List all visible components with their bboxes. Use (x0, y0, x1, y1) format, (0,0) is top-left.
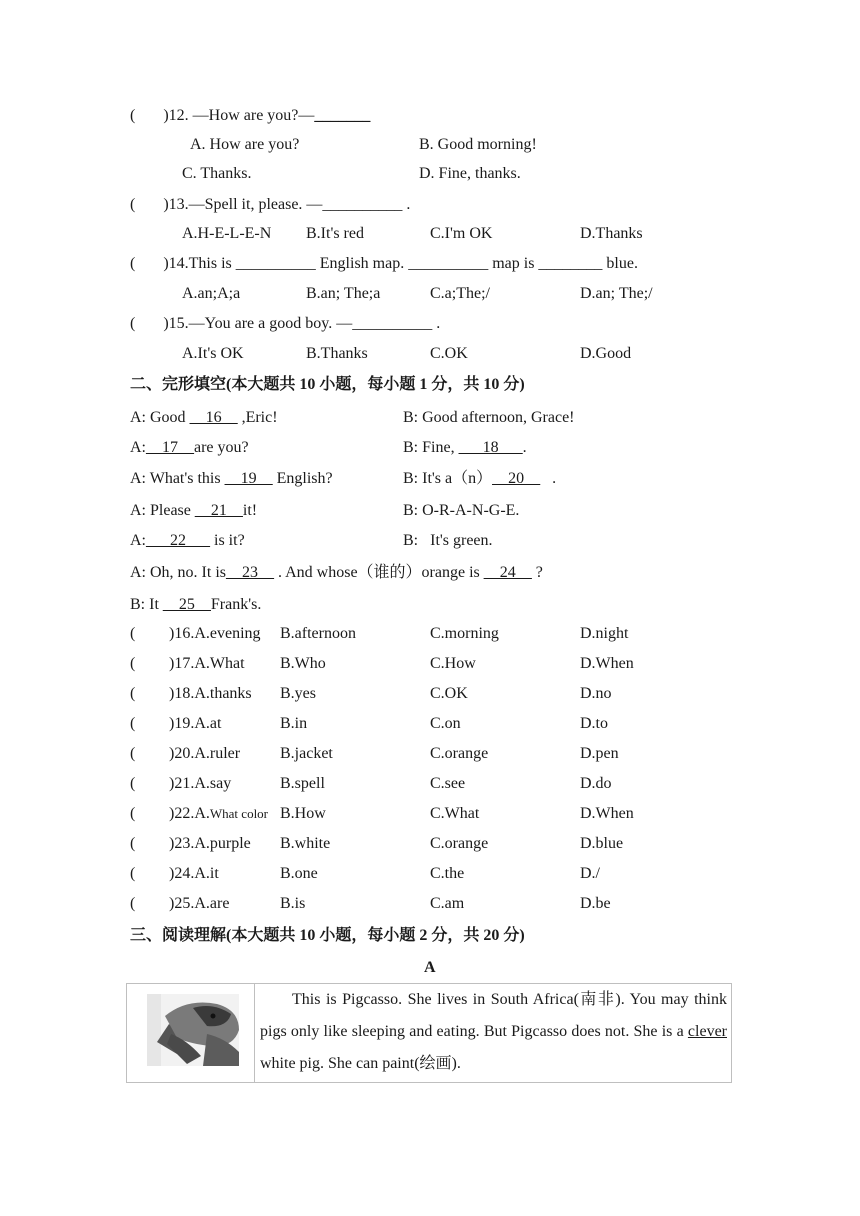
dialog-line-2a: A:__17__are you? (130, 439, 249, 456)
q15-option-a: A.It's OK (182, 345, 244, 362)
option-c: C.on (430, 715, 461, 732)
answer-paren: ( (130, 895, 136, 912)
q12-option-a: A. How are you? (190, 136, 300, 153)
option-d: D.When (580, 655, 634, 672)
dialog-line-5a: A:___22___ is it? (130, 532, 245, 549)
option-b: B.afternoon (280, 625, 356, 642)
q14-option-d: D.an; The;/ (580, 285, 653, 302)
option-c: C.am (430, 895, 465, 912)
option-c: C.the (430, 865, 465, 882)
q12-stem: ( )12. —How are you?—_______ (130, 107, 371, 124)
answer-paren: ( (130, 805, 136, 822)
option-a: )18.A.thanks (169, 685, 252, 702)
option-d: D./ (580, 865, 600, 882)
q13-option-d: D.Thanks (580, 225, 643, 242)
passage-text: This is Pigcasso. She lives in South Africa(南非). You may think pigs only like sleeping and eating. But Pigcasso does not. She is a clever white pig. She can paint(绘画). (260, 991, 727, 1072)
dialog-line-3b: B: It's a（n）__20__ . (403, 470, 557, 487)
option-d: D.no (580, 685, 612, 702)
option-c: C.OK (430, 685, 468, 702)
answer-paren: ( (130, 835, 136, 852)
q15-option-b: B.Thanks (306, 345, 368, 362)
pig-painting-photo (147, 994, 239, 1066)
dialog-line-4b: B: O-R-A-N-G-E. (403, 502, 520, 519)
q14-stem: ( )14.This is __________ English map. __________ map is ________ blue. (130, 255, 638, 272)
q13-option-b: B.It's red (306, 225, 364, 242)
option-a: )21.A.say (169, 775, 232, 792)
option-d: D.night (580, 625, 629, 642)
answer-paren: ( (130, 865, 136, 882)
option-b: B.yes (280, 685, 316, 702)
option-d: D.do (580, 775, 612, 792)
option-b: B.jacket (280, 745, 333, 762)
dialog-line-5b: B: It's green. (403, 532, 493, 549)
option-a: )23.A.purple (169, 835, 251, 852)
passage-table (126, 983, 732, 1083)
dialog-line-3a: A: What's this __19__ English? (130, 470, 333, 487)
answer-paren: ( (130, 715, 136, 732)
option-d: D.be (580, 895, 611, 912)
q15-option-d: D.Good (580, 345, 632, 362)
q13-option-a: A.H-E-L-E-N (182, 225, 272, 242)
option-d: D.When (580, 805, 634, 822)
q14-option-c: C.a;The;/ (430, 285, 490, 302)
answer-paren: ( (130, 625, 136, 642)
option-b: B.one (280, 865, 318, 882)
option-d: D.blue (580, 835, 624, 852)
option-a: )17.A.What (169, 655, 245, 672)
option-a: )22.A.What color (169, 805, 269, 822)
q12-option-d: D. Fine, thanks. (419, 165, 521, 182)
answer-paren: ( (130, 107, 136, 124)
q12-option-b: B. Good morning! (419, 136, 537, 153)
answer-paren: ( (130, 685, 136, 702)
dialog-line-2b: B: Fine, ___18___. (403, 439, 527, 456)
q15-stem: ( )15.—You are a good boy. —__________ . (130, 315, 441, 332)
option-a: )16.A.evening (169, 625, 261, 642)
option-c: C.orange (430, 835, 489, 852)
q12-option-c: C. Thanks. (182, 165, 252, 182)
q14-option-b: B.an; The;a (306, 285, 381, 302)
option-c: C.morning (430, 625, 499, 642)
answer-paren: ( (130, 775, 136, 792)
option-b: B.How (280, 805, 326, 822)
option-b: B.spell (280, 775, 325, 792)
dialog-line-7: B: It __25__Frank's. (130, 596, 262, 613)
option-a: )20.A.ruler (169, 745, 241, 762)
passage-label: A (424, 959, 436, 976)
option-b: B.is (280, 895, 306, 912)
q13-stem: ( )13.—Spell it, please. —__________ . (130, 196, 411, 213)
option-a: )24.A.it (169, 865, 219, 882)
option-c: C.orange (430, 745, 489, 762)
option-b: B.in (280, 715, 308, 732)
option-d: D.to (580, 715, 608, 732)
section-title-reading: 三、阅读理解(本大题共 10 小题，每小题 2 分，共 20 分) (130, 927, 525, 944)
option-a: )19.A.at (169, 715, 222, 732)
section-title-cloze: 二、完形填空(本大题共 10 小题，每小题 1 分，共 10 分) (130, 376, 525, 393)
option-c: C.see (430, 775, 466, 792)
dialog-line-1b: B: Good afternoon, Grace! (403, 409, 575, 426)
answer-paren: ( (130, 745, 136, 762)
option-d: D.pen (580, 745, 619, 762)
q15-option-c: C.OK (430, 345, 468, 362)
dialog-line-6: A: Oh, no. It is__23__ . And whose（谁的）orange is __24__ ? (130, 564, 543, 581)
q14-option-a: A.an;A;a (182, 285, 241, 302)
option-c: C.How (430, 655, 476, 672)
option-c: C.What (430, 805, 480, 822)
dialog-line-1a: A: Good __16__ ,Eric! (130, 409, 278, 426)
option-b: B.Who (280, 655, 326, 672)
answer-paren: ( (130, 655, 136, 672)
q13-option-c: C.I'm OK (430, 225, 493, 242)
option-b: B.white (280, 835, 331, 852)
option-a: )25.A.are (169, 895, 230, 912)
dialog-line-4a: A: Please __21__it! (130, 502, 258, 519)
